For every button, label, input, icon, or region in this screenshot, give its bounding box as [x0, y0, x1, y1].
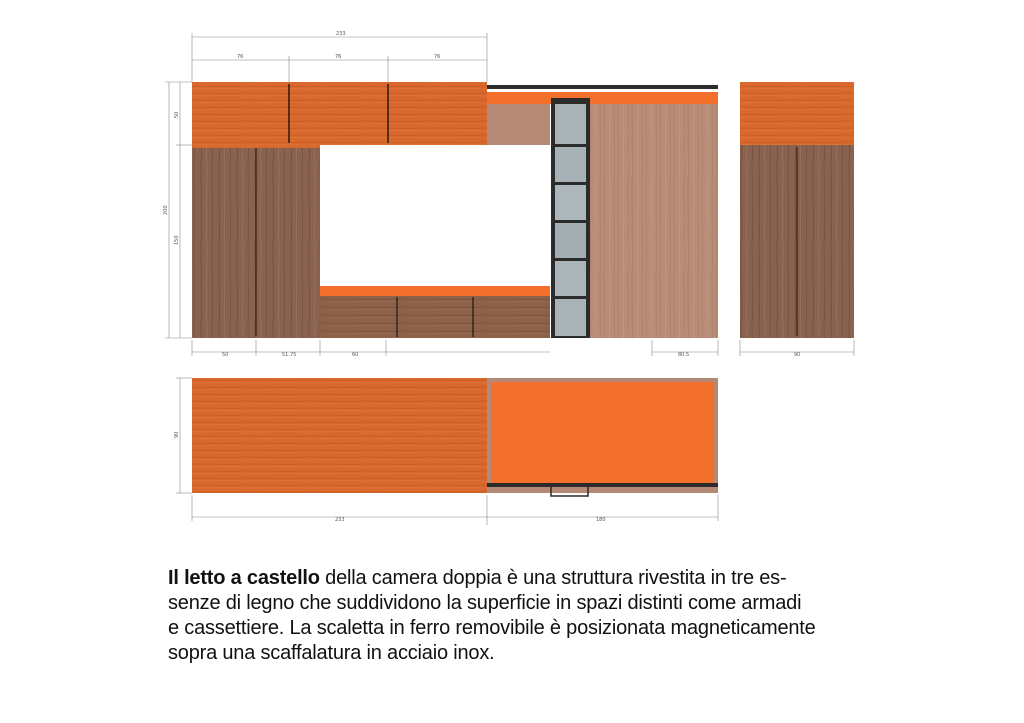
- front-elevation: [192, 82, 854, 338]
- plan-right-bed: [491, 382, 714, 486]
- caption-line-2: senze di legno che suddividono la superficie in spazi distinti come armadi: [168, 592, 802, 614]
- plan-view: [192, 378, 718, 496]
- bed-opening: [320, 145, 550, 286]
- dim-plan-left-width: 233: [335, 517, 345, 523]
- dim-bottom-1: 50: [222, 352, 229, 358]
- dim-bottom-3: 60: [352, 352, 359, 358]
- dim-bottom-right: 80.5: [678, 352, 690, 358]
- upper-bed-rail: [487, 85, 718, 89]
- side-upper-cabinet: [740, 82, 854, 145]
- caption-line-4: sopra una scaffalatura in acciaio inox.: [168, 642, 495, 664]
- caption-line-1: [168, 566, 858, 591]
- caption-line-1-rest: della camera doppia è una struttura rivestita in tre es-: [319, 567, 787, 589]
- upper-bed-mattress: [487, 92, 718, 104]
- caption-bold-title: Il letto a castello: [168, 567, 320, 589]
- dim-total-height: 200: [163, 205, 169, 215]
- drawer-unit: [320, 296, 550, 338]
- lower-bed-edge: [320, 286, 550, 296]
- dim-cab-3: 76: [434, 54, 441, 60]
- upper-cabinet-middle: [289, 82, 388, 145]
- dim-plan-right-width: 180: [596, 517, 606, 523]
- dim-overall-width: 233: [336, 31, 346, 37]
- dim-bottom-2: 51.75: [282, 352, 297, 358]
- dim-upper-height: 50: [174, 111, 180, 118]
- right-tall-panel: [590, 104, 718, 338]
- wardrobe-top-stripe: [192, 145, 320, 148]
- plan-bed-rail: [487, 483, 718, 487]
- dim-plan-depth: 90: [174, 431, 180, 438]
- upper-bed-side-panel: [487, 104, 550, 145]
- dim-cab-1: 76: [237, 54, 244, 60]
- caption-paragraph: [168, 566, 858, 666]
- iron-ladder: [551, 98, 590, 338]
- dim-lower-height: 150: [174, 235, 180, 245]
- caption-line-3: e cassettiere. La scaletta in ferro removibile è posizionata magneticamente: [168, 617, 816, 639]
- upper-cabinet-right: [388, 82, 487, 145]
- plan-left-module: [192, 378, 487, 493]
- dim-cab-2: 76: [335, 54, 342, 60]
- dim-side-width: 90: [794, 352, 801, 358]
- upper-cabinet-left: [192, 82, 289, 145]
